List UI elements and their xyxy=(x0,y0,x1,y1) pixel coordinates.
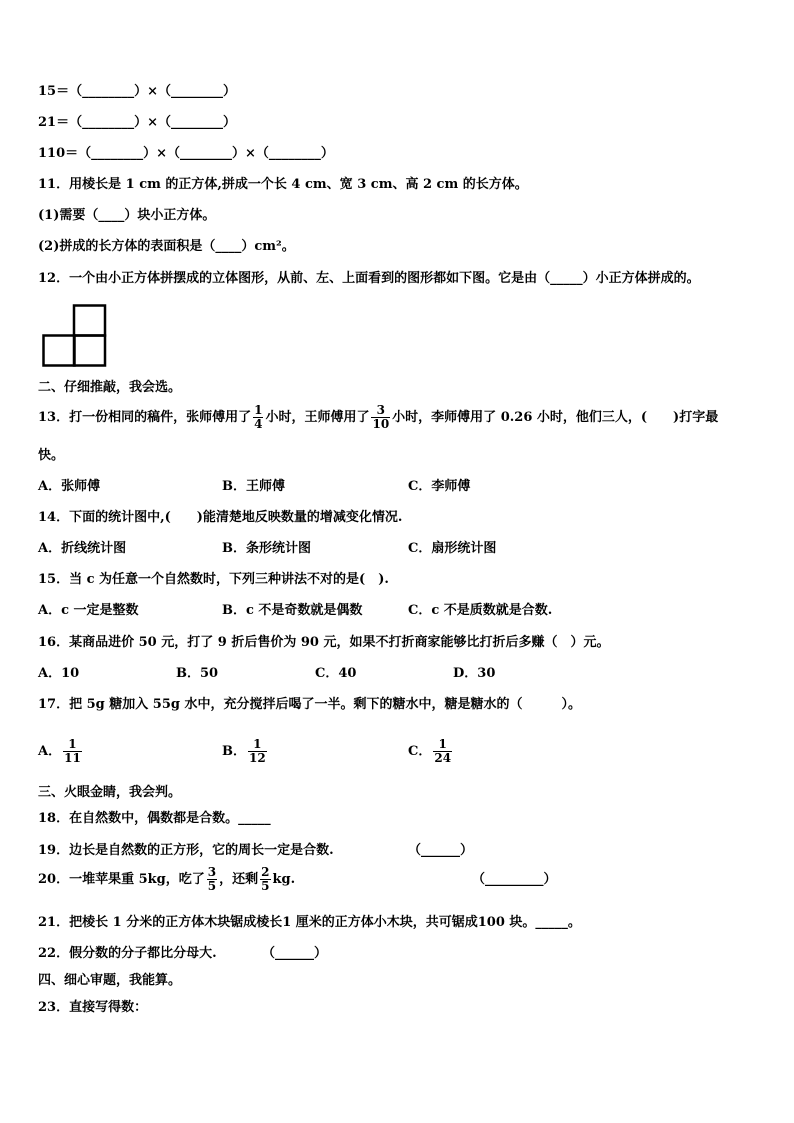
question-20-stem: 20．一堆苹果重 5kg，吃了 $\frac{3}{5}$ ，还剩 $\frac{2}{5}$ kg. xyxy=(38,865,296,893)
question-18: 18．在自然数中，偶数都是合数。_____ xyxy=(38,811,271,826)
question-11-stem: 11．用棱长是 1 cm 的正方体,拼成一个长 4 cm、宽 3 cm、高 2 cm 的长方体。 xyxy=(38,177,528,192)
q13-option-a[interactable]: A．张师傅 xyxy=(38,479,101,494)
q13-text-b: 小时，王师傅用了 xyxy=(265,410,370,425)
factor-lhs: 110＝ xyxy=(38,146,79,161)
fraction-one-quarter: $\frac{1}{4}$ xyxy=(254,403,263,431)
question-15-stem: 15．当 c 为任意一个自然数时，下列三种讲法不对的是( ). xyxy=(38,572,389,587)
question-11-part-1: (1)需要（____）块小正方体。 xyxy=(38,208,216,223)
bottom-left-square xyxy=(44,336,75,366)
factor-line-15 xyxy=(38,84,236,100)
three-squares-figure xyxy=(42,304,108,368)
question-12-stem: 12．一个由小正方体拼摆成的立体图形，从前、左、上面看到的图形都如下图。它是由（_____）小正方体拼成的。 xyxy=(38,271,700,286)
fraction-one-twelfth: $\frac{1}{12}$ xyxy=(249,737,266,765)
q17-option-a[interactable]: A． $\frac{1}{11}$ xyxy=(38,737,81,765)
fraction-three-tenths: $\frac{3}{10}$ xyxy=(372,403,390,431)
fraction-one-eleventh: $\frac{1}{11}$ xyxy=(64,737,81,765)
q15-option-c[interactable]: C．c 不是质数就是合数. xyxy=(408,603,553,618)
factor-line-21 xyxy=(38,115,236,131)
question-22-blank[interactable]: （______） xyxy=(262,946,328,961)
factor-lhs: 21＝ xyxy=(38,115,70,130)
q16-option-a[interactable]: A．10 xyxy=(38,666,80,681)
factor-line-110 xyxy=(38,146,334,162)
question-11-part-2: (2)拼成的长方体的表面积是（____）cm²。 xyxy=(38,239,295,254)
q15-option-a[interactable]: A．c 一定是整数 xyxy=(38,603,139,618)
question-17-stem: 17．把 5g 糖加入 55g 水中，充分搅拌后喝了一半。剩下的糖水中，糖是糖水的（ ）。 xyxy=(38,697,582,712)
q16-option-b[interactable]: B．50 xyxy=(176,666,219,681)
bottom-right-square xyxy=(74,336,105,366)
q16-option-d[interactable]: D．30 xyxy=(453,666,496,681)
q16-option-c[interactable]: C．40 xyxy=(315,666,357,681)
q15-option-b[interactable]: B．c 不是奇数就是偶数 xyxy=(222,603,363,618)
fraction-one-twentyfourth: $\frac{1}{24}$ xyxy=(434,737,452,765)
q14-option-a[interactable]: A．折线统计图 xyxy=(38,541,127,556)
section-3-heading: 三、火眼金睛，我会判。 xyxy=(38,785,182,800)
top-square xyxy=(74,306,105,336)
section-2-heading: 二、仔细推敲，我会选。 xyxy=(38,380,182,395)
question-13-stem xyxy=(38,400,718,436)
question-19-stem: 19．边长是自然数的正方形，它的周长一定是合数. xyxy=(38,843,334,858)
q13-text-c: 小时，李师傅用了 0.26 小时，他们三人，( )打字最 xyxy=(392,410,719,425)
question-16-stem: 16．某商品进价 50 元，打了 9 折后售价为 90 元，如果不打折商家能够比打折后多赚（ ）元。 xyxy=(38,635,610,650)
question-19-blank[interactable]: （______） xyxy=(408,843,474,858)
q17-option-b[interactable]: B． $\frac{1}{12}$ xyxy=(222,737,266,765)
factor-blanks: （________）×（________） xyxy=(69,115,236,130)
factor-lhs: 15＝ xyxy=(38,84,70,99)
factor-blanks: （________）×（________） xyxy=(69,84,236,99)
q17-option-c[interactable]: C． $\frac{1}{24}$ xyxy=(408,737,452,765)
section-4-heading: 四、细心审题，我能算。 xyxy=(38,973,182,988)
q14-option-b[interactable]: B．条形统计图 xyxy=(222,541,311,556)
q13-option-b[interactable]: B．王师傅 xyxy=(222,479,285,494)
q13-text-a: 13．打一份相同的稿件，张师傅用了 xyxy=(38,410,252,425)
q14-option-c[interactable]: C．扇形统计图 xyxy=(408,541,497,556)
question-22-stem: 22．假分数的分子都比分母大. xyxy=(38,946,217,961)
question-13-continuation: 快。 xyxy=(38,448,65,463)
question-20-blank[interactable]: （_________） xyxy=(472,872,557,887)
factor-blanks: （________）×（________）×（________） xyxy=(78,146,334,161)
question-21: 21．把棱长 1 分米的正方体木块锯成棱长1 厘米的正方体小木块，共可锯成100 块。_____。 xyxy=(38,915,581,930)
question-23: 23．直接写得数： xyxy=(38,1000,148,1015)
fraction-two-fifths: $\frac{2}{5}$ xyxy=(261,865,270,893)
fraction-three-fifths: $\frac{3}{5}$ xyxy=(207,865,217,893)
question-14-stem: 14．下面的统计图中,( )能清楚地反映数量的增减变化情况. xyxy=(38,510,403,525)
q13-option-c[interactable]: C．李师傅 xyxy=(408,479,471,494)
